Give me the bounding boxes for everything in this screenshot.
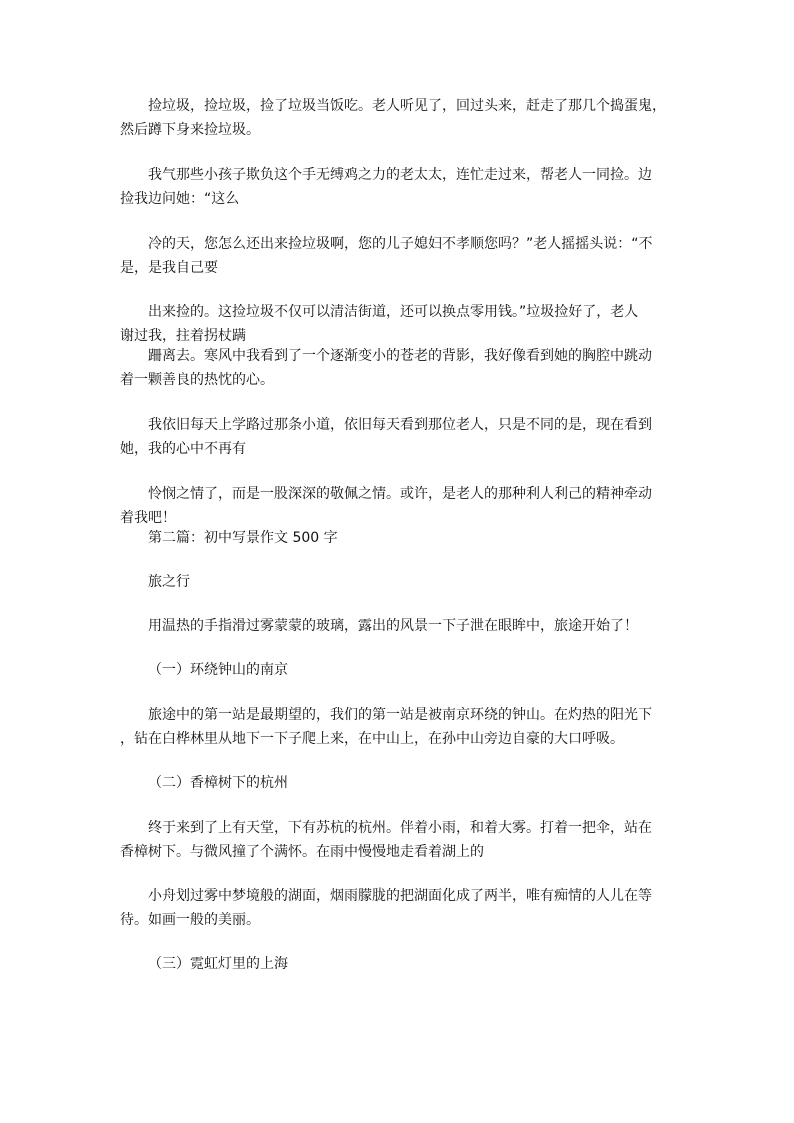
text-line: 是，是我自己要 <box>120 260 218 276</box>
text-line: 着我吧！ <box>120 510 176 526</box>
text-line: 终于来到了上有天堂，下有苏杭的杭州。伴着小雨，和着大雾。打着一把伞，站在 <box>148 820 652 836</box>
subheading: （一）环绕钟山的南京 <box>148 662 288 678</box>
essay-title: 旅之行 <box>148 574 190 590</box>
text-line: 旅途中的第一站是最期望的，我们的第一站是被南京环绕的钟山。在灼热的阳光下 <box>148 707 652 723</box>
text-line: 捡我边问她：“这么 <box>120 191 240 207</box>
text-line: 冷的天，您怎么还出来捡垃圾啊，您的儿子媳妇不孝顺您吗？”老人摇摇头说：“不 <box>148 236 653 252</box>
text-line: 着一颗善良的热忱的心。 <box>120 372 274 388</box>
text-line: 香樟树下。与微风撞了个满怀。在雨中慢慢地走看着湖上的 <box>120 844 484 860</box>
text-line: 怜悯之情了，而是一股深深的敬佩之情。或许，是老人的那种利人利己的精神牵动 <box>148 486 652 502</box>
text-line: 待。如画一般的美丽。 <box>120 912 260 928</box>
text-line: ，钻在白桦林里从地下一下子爬上来，在中山上，在孙中山旁边自豪的大口呼吸。 <box>120 731 624 747</box>
text-line: 谢过我，拄着拐杖蹒 <box>120 328 246 344</box>
text-line: 捡垃圾，捡垃圾，捡了垃圾当饭吃。老人听见了，回过头来，赶走了那几个捣蛋鬼， <box>148 98 666 114</box>
text-line: 小舟划过雾中梦境般的湖面，烟雨朦胧的把湖面化成了两半，唯有痴情的人儿在等 <box>148 888 652 904</box>
text-line: 我依旧每天上学路过那条小道，依旧每天看到那位老人，只是不同的是，现在看到 <box>148 417 652 433</box>
subheading: （三）霓虹灯里的上海 <box>148 956 288 972</box>
text-line: 跚离去。寒风中我看到了一个逐渐变小的苍老的背影，我好像看到她的胸腔中跳动 <box>148 348 652 364</box>
section-heading: 第二篇：初中写景作文 500 字 <box>148 530 338 546</box>
text-line: 然后蹲下身来捡垃圾。 <box>120 122 260 138</box>
subheading: （二）香樟树下的杭州 <box>148 775 288 791</box>
text-line: 用温热的手指滑过雾蒙蒙的玻璃，露出的风景一下子泄在眼眸中，旅途开始了！ <box>148 618 638 634</box>
text-line: 出来捡的。这捡垃圾不仅可以清洁街道，还可以换点零用钱。”垃圾捡好了，老人 <box>148 304 639 320</box>
text-line: 她，我的心中不再有 <box>120 441 246 457</box>
text-line: 我气那些小孩子欺负这个手无缚鸡之力的老太太，连忙走过来，帮老人一同捡。边 <box>148 167 652 183</box>
